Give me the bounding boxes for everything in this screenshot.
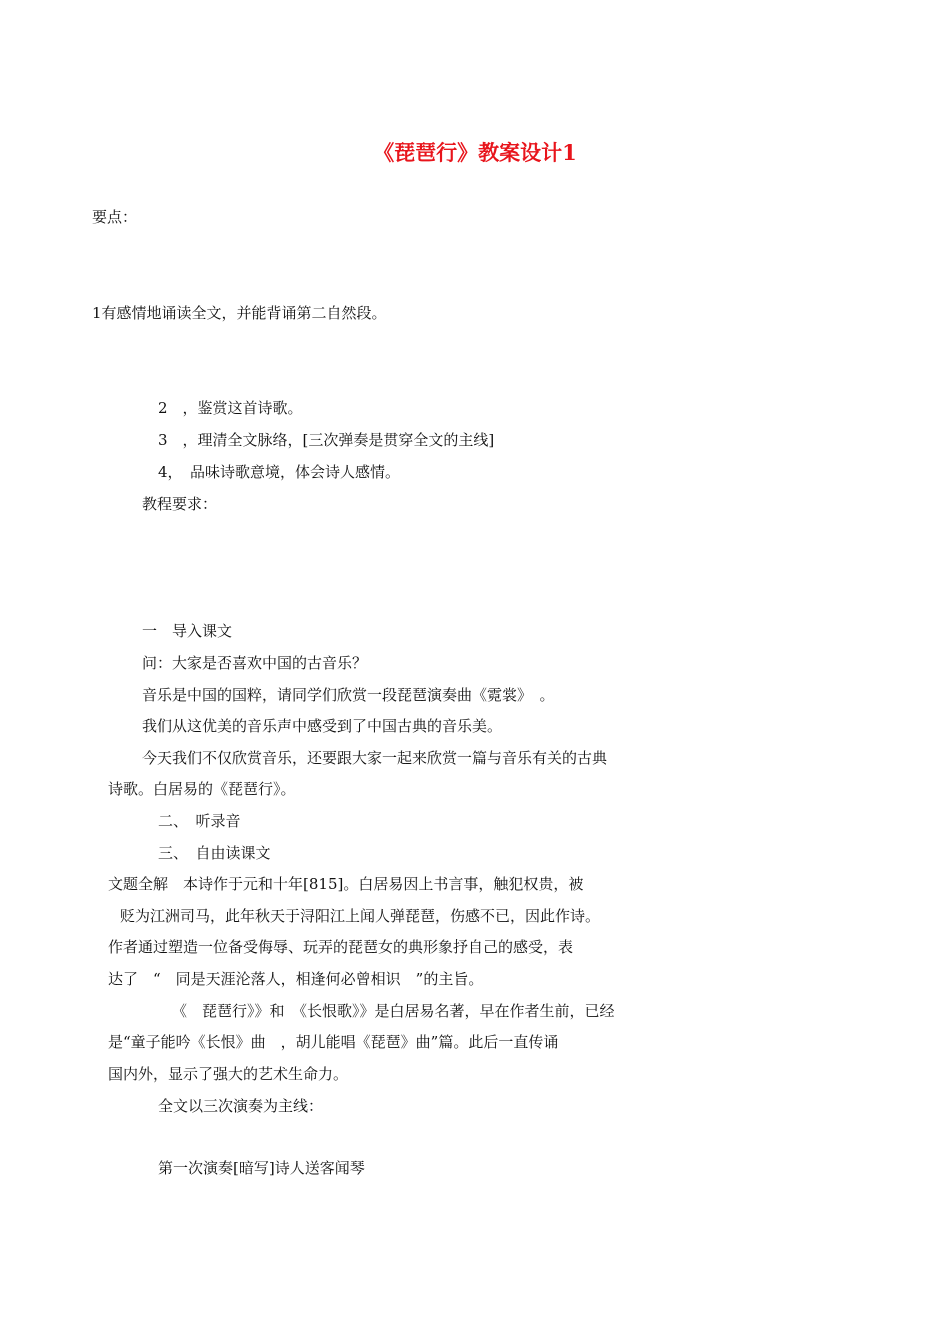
point-2: 2 ，鉴赏这首诗歌。 [158,399,303,417]
paragraph-line: 国内外，显示了强大的艺术生命力。 [108,1065,349,1083]
point-4: 4， 品味诗歌意境，体会诗人感情。 [158,463,401,481]
paragraph-line: 今天我们不仅欣赏音乐，还要跟大家一起来欣赏一篇与音乐有关的古典 [142,749,608,767]
paragraph-line: 诗歌。白居易的《琵琶行》。 [108,780,296,798]
section-1-heading: 一 导入课文 [142,622,233,640]
point-3: 3 ，理清全文脉络，[三次弹奏是贯穿全文的主线] [158,431,495,449]
section-3-heading: 三、 自由读课文 [158,844,271,862]
paragraph-line: 达了 “ 同是天涯沦落人，相逢何必曾相识 ”的主旨。 [108,970,484,988]
paragraph-line: 第一次演奏[暗写]诗人送客闻琴 [158,1159,365,1177]
paragraph-line: 是“童子能吟《长恨》曲 ，胡儿能唱《琵琶》曲”篇。此后一直传诵 [108,1033,559,1051]
key-points-heading: 要点： [92,208,138,226]
paragraph-line: 问：大家是否喜欢中国的古音乐？ [142,654,368,672]
section-2-heading: 二、 听录音 [158,812,241,830]
point-1: 1有感情地诵读全文，并能背诵第二自然段。 [92,304,387,322]
paragraph-line: 《 琵琶行》》和 《长恨歌》》是白居易名著，早在作者生前，已经 [172,1002,615,1020]
requirements-heading: 教程要求： [142,495,218,513]
paragraph-line: 贬为江洲司马，此年秋天于浔阳江上闻人弹琵琶，伤感不已，因此作诗。 [120,907,601,925]
document-title: 《琵琶行》教案设计1 [373,140,577,165]
paragraph-line: 文题全解 本诗作于元和十年[815]。白居易因上书言事，触犯权贵，被 [108,875,584,893]
paragraph-line: 音乐是中国的国粹，请同学们欣赏一段琵琶演奏曲《霓裳》 。 [142,686,555,704]
paragraph-line: 作者通过塑造一位备受侮辱、玩弄的琵琶女的典形象抒自己的感受，表 [108,938,574,956]
paragraph-line: 全文以三次演奏为主线： [158,1097,324,1115]
paragraph-line: 我们从这优美的音乐声中感受到了中国古典的音乐美。 [142,717,503,735]
